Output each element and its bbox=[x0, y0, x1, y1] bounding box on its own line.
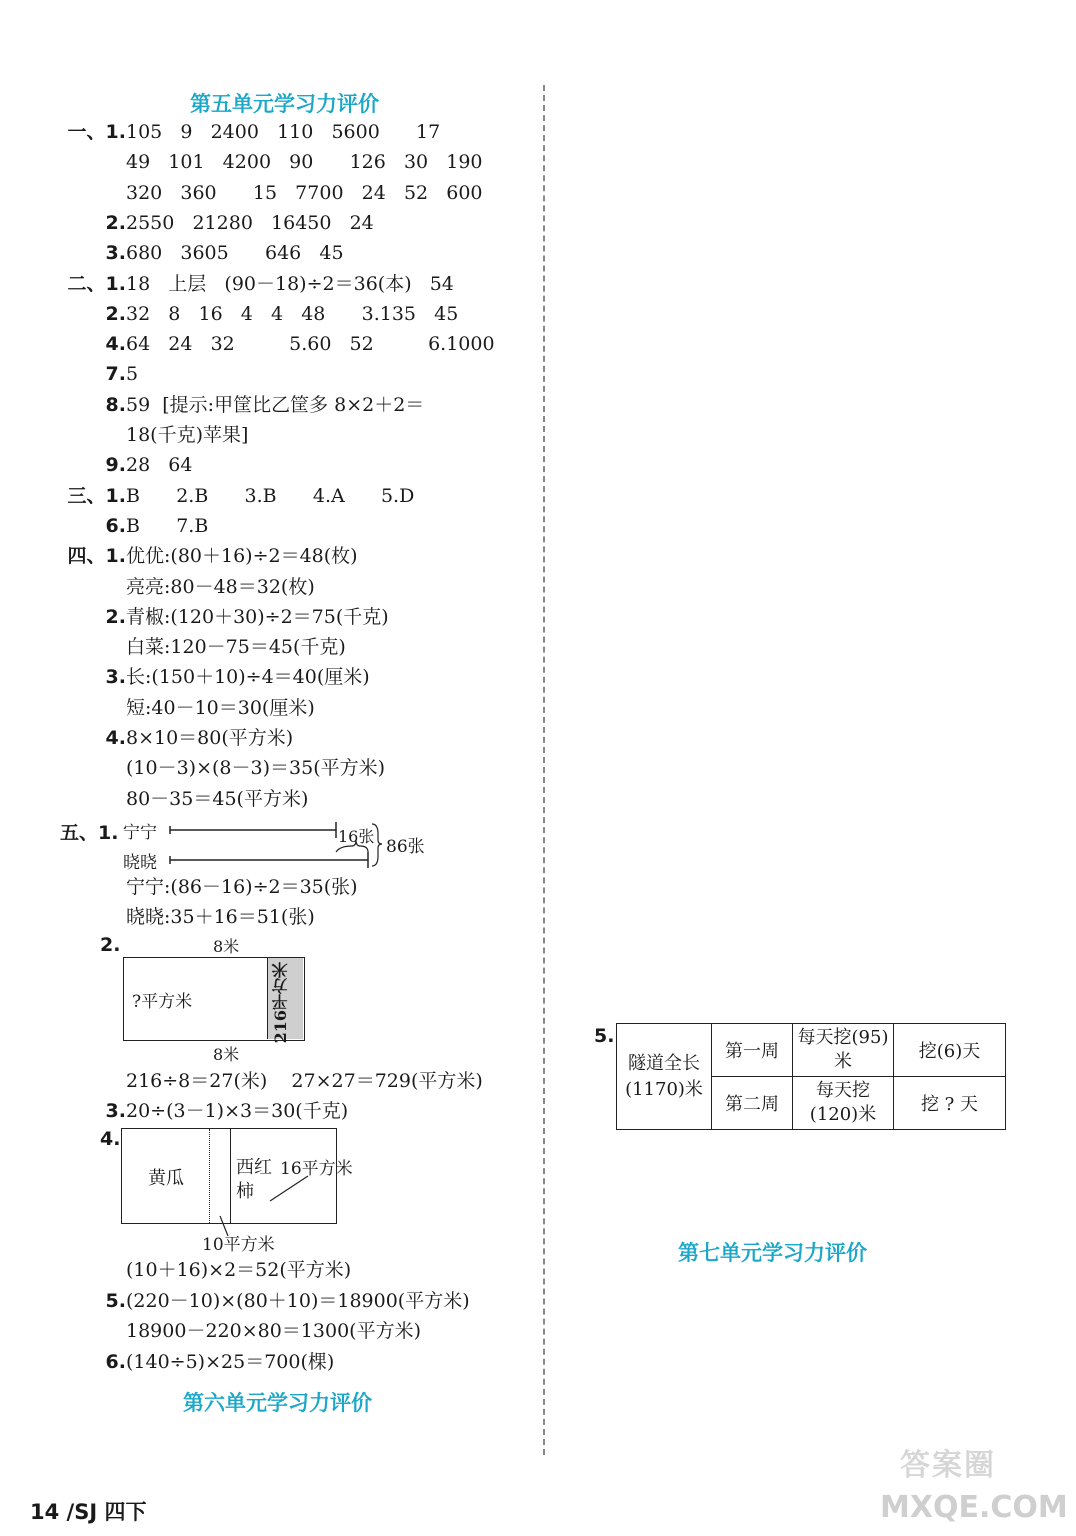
answer-text: 320 360 15 7700 24 52 600 bbox=[126, 181, 483, 204]
answer-line bbox=[58, 787, 308, 811]
answer-line bbox=[58, 423, 248, 447]
answer-text: 18 上层 (90－18)÷2＝36(本) 54 bbox=[126, 272, 454, 295]
answer-number: 6. bbox=[105, 1350, 126, 1373]
answer-line bbox=[58, 1069, 483, 1093]
answer-number: 四、1. bbox=[67, 545, 126, 568]
tunnel-days1: 挖(6)天 bbox=[894, 1024, 1006, 1077]
tunnel-week2: 第二周 bbox=[712, 1077, 793, 1130]
answer-line bbox=[58, 332, 495, 356]
tunnel-days2: 挖 ? 天 bbox=[894, 1077, 1006, 1130]
answer-line bbox=[58, 241, 344, 265]
answer-line bbox=[58, 302, 458, 326]
answer-text: 优优:(80＋16)÷2＝48(枚) bbox=[126, 545, 358, 568]
answer-text: 20÷(3－1)×3＝30(千克) bbox=[126, 1100, 349, 1122]
answer-text: 28 64 bbox=[126, 454, 193, 477]
answer-line bbox=[58, 756, 385, 780]
answer-number: 4. bbox=[105, 727, 126, 749]
answer-text: 80－35＝45(平方米) bbox=[126, 787, 309, 810]
answer-text: 32 8 16 4 4 48 3.135 45 bbox=[126, 302, 459, 325]
answer-text: 680 3605 646 45 bbox=[126, 242, 344, 265]
answer-text: (220－10)×(80＋10)＝18900(平方米) bbox=[126, 1289, 470, 1312]
answer-number: 2. bbox=[105, 211, 126, 234]
answer-line bbox=[58, 272, 454, 296]
answer-number: 4. bbox=[105, 333, 126, 356]
answer-number: 3. bbox=[105, 1100, 126, 1122]
answer-text: 青椒:(120＋30)÷2＝75(千克) bbox=[126, 605, 389, 628]
fig3-right-label: 西红柿 bbox=[236, 1157, 272, 1202]
answer-number: 5. bbox=[105, 1289, 126, 1312]
fig1-label-ningning: 宁宁 bbox=[123, 823, 157, 843]
answer-text: 亮亮:80－48＝32(枚) bbox=[126, 575, 315, 598]
tunnel-prefix: 5. bbox=[594, 1025, 615, 1047]
answer-text: 5 bbox=[126, 363, 139, 386]
answer-text: (10＋16)×2＝52(平方米) bbox=[126, 1259, 352, 1281]
answer-number: 7. bbox=[105, 363, 126, 386]
answer-text: 8×10＝80(平方米) bbox=[126, 727, 294, 749]
answer-text: 短:40－10＝30(厘米) bbox=[126, 696, 315, 719]
fig2-strip-label: 216平方米 bbox=[271, 962, 290, 1044]
unit5-heading: 第五单元学习力评价 bbox=[190, 92, 379, 116]
fig1-total: 86张 bbox=[386, 837, 425, 857]
answer-line bbox=[58, 514, 208, 538]
tunnel-table bbox=[616, 1023, 1006, 1130]
answer-number: 三、1. bbox=[67, 484, 126, 507]
fig3-prefix: 4. bbox=[100, 1128, 121, 1150]
unit7-heading: 第七单元学习力评价 bbox=[678, 1241, 867, 1265]
answer-line bbox=[58, 665, 370, 689]
answer-line bbox=[58, 120, 440, 144]
answer-text: B 7.B bbox=[126, 514, 209, 537]
watermark-logo: 答案圈 bbox=[900, 1448, 996, 1483]
tunnel-table-block bbox=[590, 1023, 1010, 1138]
tunnel-daily1: 每天挖(95)米 bbox=[793, 1024, 894, 1077]
tunnel-daily2: 每天挖(120)米 bbox=[793, 1077, 894, 1130]
answer-line bbox=[58, 905, 315, 929]
fig2-inside-label: ?平方米 bbox=[132, 992, 193, 1012]
square-diagram bbox=[60, 932, 320, 1064]
field-diagram bbox=[60, 1126, 390, 1256]
answer-text: 晓晓:35＋16＝51(张) bbox=[126, 906, 315, 928]
answer-number: 3. bbox=[105, 666, 126, 689]
answer-line bbox=[58, 1319, 421, 1343]
answer-text: (140÷5)×25＝700(棵) bbox=[126, 1350, 335, 1373]
answer-number: 2. bbox=[105, 302, 126, 325]
answer-text: 2550 21280 16450 24 bbox=[126, 211, 374, 234]
answer-text: (10－3)×(8－3)＝35(平方米) bbox=[126, 757, 386, 780]
answer-line bbox=[58, 1350, 334, 1374]
tunnel-week1: 第一周 bbox=[712, 1024, 793, 1077]
answer-text: 18900－220×80＝1300(平方米) bbox=[126, 1320, 421, 1342]
answer-line bbox=[58, 1258, 351, 1282]
answer-text: 白菜:120－75＝45(千克) bbox=[126, 636, 346, 659]
fig3-label-bottom: 10平方米 bbox=[202, 1235, 275, 1255]
answer-text: 宁宁:(86－16)÷2＝35(张) bbox=[126, 876, 358, 898]
answer-line bbox=[58, 726, 293, 750]
fig1-label-xiaoxiao: 晓晓 bbox=[123, 853, 157, 873]
fig1-prefix: 五、1. bbox=[60, 822, 119, 844]
answer-text: 18(千克)苹果] bbox=[126, 424, 249, 446]
answer-line bbox=[58, 875, 358, 899]
answer-line bbox=[58, 575, 315, 599]
answer-line bbox=[58, 1289, 470, 1313]
answer-number: 二、1. bbox=[67, 272, 126, 295]
answer-text: 64 24 32 5.60 52 6.1000 bbox=[126, 333, 495, 356]
answer-line bbox=[58, 635, 346, 659]
answer-line bbox=[58, 544, 358, 568]
answer-number: 6. bbox=[105, 514, 126, 537]
answer-line bbox=[58, 696, 315, 720]
answer-number: 9. bbox=[105, 454, 126, 477]
fig2-top-label: 8米 bbox=[213, 937, 240, 956]
answer-text: 105 9 2400 110 5600 17 bbox=[126, 121, 441, 143]
answer-line bbox=[58, 211, 374, 235]
answer-text: 59 [提示:甲筐比乙筐多 8×2＋2＝ bbox=[126, 393, 425, 416]
fig2-prefix: 2. bbox=[100, 934, 121, 956]
answer-text: B 2.B 3.B 4.A 5.D bbox=[126, 484, 415, 507]
answer-line bbox=[58, 453, 192, 477]
unit6-heading: 第六单元学习力评价 bbox=[183, 1391, 372, 1415]
fig1-diff: 16张 bbox=[338, 827, 375, 846]
answer-number: 2. bbox=[105, 605, 126, 628]
answer-line bbox=[58, 362, 138, 386]
watermark-url: MXQE.COM bbox=[880, 1490, 1068, 1525]
fig3-left-label: 黄瓜 bbox=[148, 1168, 184, 1189]
answer-line bbox=[58, 181, 483, 205]
answer-number: 8. bbox=[105, 393, 126, 416]
answer-line bbox=[58, 393, 424, 417]
answer-text: 216÷8＝27(米) 27×27＝729(平方米) bbox=[126, 1070, 483, 1092]
answer-text: 49 101 4200 90 126 30 190 bbox=[126, 151, 483, 174]
fig2-bottom-label: 8米 bbox=[213, 1045, 240, 1064]
answer-line bbox=[58, 1099, 348, 1123]
answer-text: 长:(150＋10)÷4＝40(厘米) bbox=[126, 666, 370, 689]
fig3-label-right: 16平方米 bbox=[280, 1159, 353, 1179]
answer-number: 3. bbox=[105, 242, 126, 265]
segment-diagram bbox=[60, 812, 480, 872]
answer-line bbox=[58, 484, 414, 508]
tunnel-length-cell: 隧道全长(1170)米 bbox=[617, 1024, 712, 1130]
answer-line bbox=[58, 605, 389, 629]
column-divider bbox=[543, 85, 545, 1455]
answer-line bbox=[58, 150, 483, 174]
page-footer: 14 /SJ 四下 bbox=[30, 1500, 147, 1524]
answer-number: 一、1. bbox=[67, 121, 126, 143]
